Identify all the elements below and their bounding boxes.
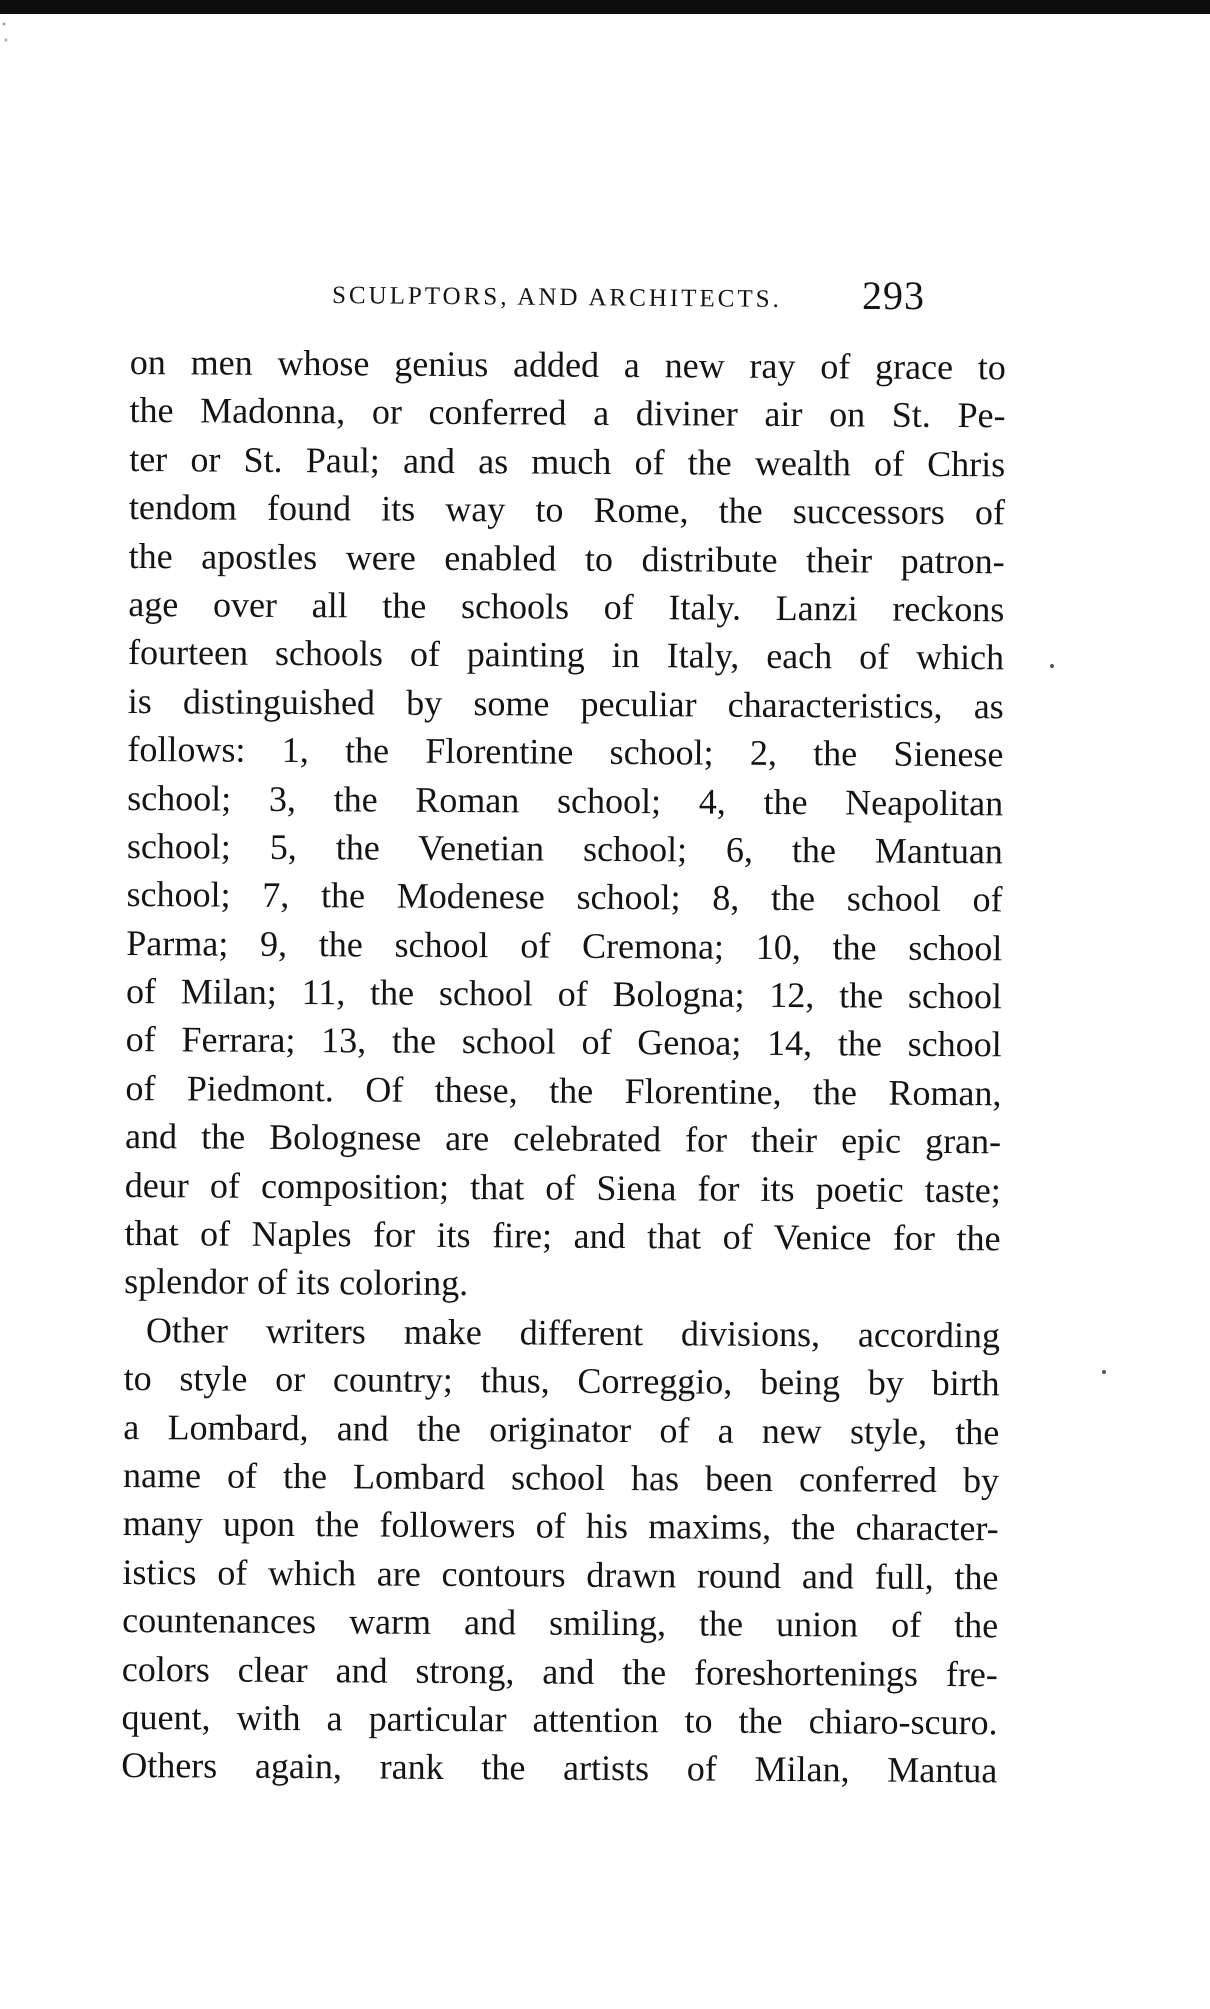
text-line: school; 5, the Venetian school; 6, the Mantuan (126, 825, 1004, 872)
text-line: name of the Lombard school has been conferred by (122, 1454, 1000, 1501)
text-line: fourteen schools of painting in Italy, each of which (127, 632, 1005, 678)
text-line: many upon the followers of his maxims, the character- (122, 1503, 999, 1549)
text-line: of Ferrara; 13, the school of Genoa; 14, the school (125, 1019, 1002, 1065)
text-line: school; 3, the Roman school; 4, the Neapolitan (127, 777, 1004, 823)
paragraph-start-line: Other writers make different divisions, according (145, 1309, 1001, 1356)
text-line: Parma; 9, the school of Cremona; 10, the school (126, 922, 1003, 969)
text-line: deur of composition; that of Siena for its poetic taste; (124, 1164, 1001, 1210)
text-line: is distinguished by some peculiar characteristics, as (127, 680, 1004, 727)
running-head-title: SCULPTORS, AND ARCHITECTS. (331, 282, 782, 313)
text-line: school; 7, the Modenese school; 8, the school of (126, 874, 1003, 920)
text-line: colors clear and strong, and the foreshortenings fre- (121, 1648, 998, 1694)
text-line: of Piedmont. Of these, the Florentine, the Roman, (125, 1067, 1002, 1114)
text-line: countenances warm and smiling, the union of the (122, 1600, 999, 1646)
text-line: follows: 1, the Florentine school; 2, the Sienese (127, 729, 1004, 775)
text-line: the Madonna, or conferred a diviner air on St. Pe- (129, 390, 1006, 436)
text-line: and the Bolognese are celebrated for their epic gran- (125, 1116, 1002, 1162)
scan-speck (1050, 664, 1054, 668)
scan-top-border (0, 0, 1210, 14)
scan-speck (1102, 1370, 1106, 1374)
paragraph-end-line: splendor of its coloring. (124, 1261, 469, 1304)
text-line: tendom found its way to Rome, the successors of (128, 487, 1006, 533)
text-line: that of Naples for its fire; and that of Venice for the (124, 1213, 1001, 1259)
text-line: on men whose genius added a new ray of grace to (129, 341, 1006, 388)
text-line: age over all the schools of Italy. Lanzi reckons (128, 583, 1005, 630)
text-line: ter or St. Paul; and as much of the wealth of Chris (129, 438, 1006, 485)
text-line: of Milan; 11, the school of Bologna; 12, the school (125, 971, 1003, 1017)
body-text (121, 338, 1006, 1795)
running-head (130, 272, 1010, 322)
scan-edge-specks (0, 14, 10, 54)
text-line: Others again, rank the artists of Milan, Mantua (121, 1745, 998, 1791)
text-line: a Lombard, and the originator of a new style, the (123, 1406, 1000, 1452)
text-line: quent, with a particular attention to the chiaro-scuro. (121, 1696, 998, 1743)
text-line: the apostles were enabled to distribute their patron- (128, 535, 1005, 581)
text-line: istics of which are contours drawn round and full, the (122, 1551, 999, 1598)
page-number: 293 (862, 273, 925, 318)
text-line: to style or country; thus, Correggio, being by birth (123, 1358, 1000, 1404)
